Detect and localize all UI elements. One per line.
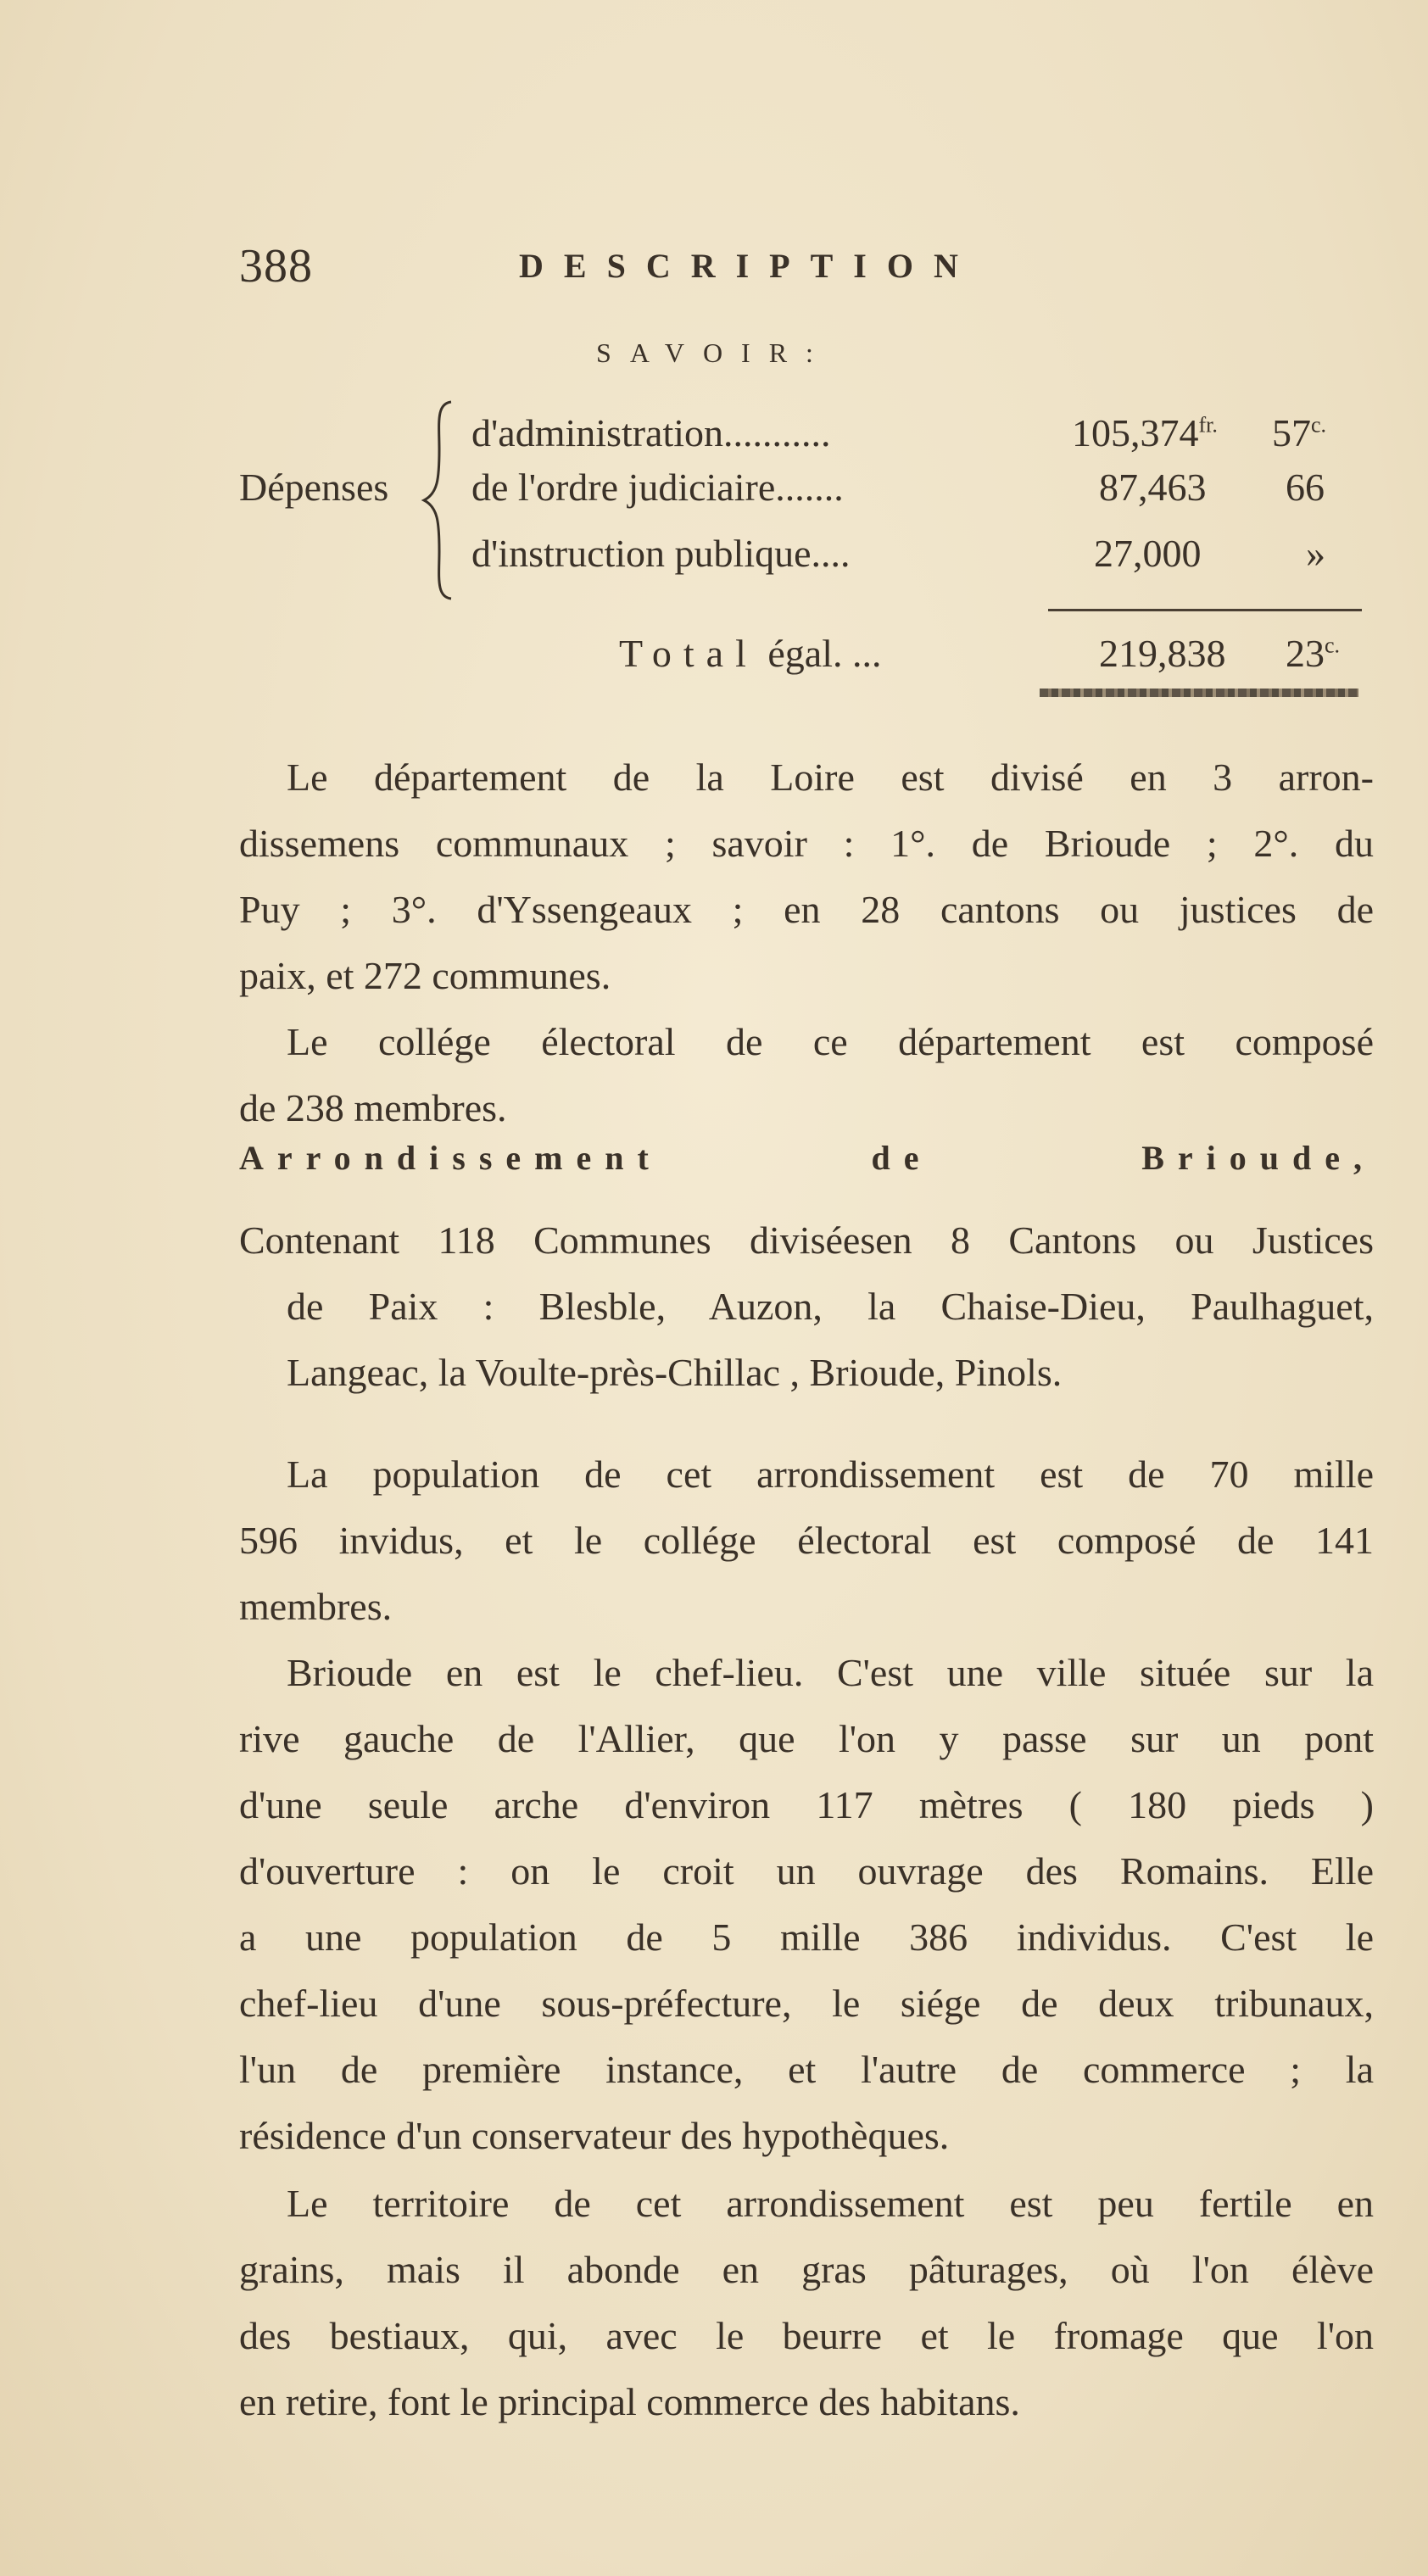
amount-unit: fr. (1198, 412, 1218, 438)
expense-amount: 87,463 (1099, 466, 1207, 509)
expense-cents: 66 (1286, 466, 1325, 509)
brace-icon (421, 399, 455, 602)
text-line: a une population de 5 mille 386 individus. C'est le (239, 1915, 1374, 1959)
text-line: de 238 membres. (239, 1086, 507, 1129)
text-line: Le collége électoral de ce département est composé (287, 1020, 1374, 1063)
expense-item-label: de l'ordre judiciaire....... (471, 466, 844, 509)
text-line: en retire, font le principal commerce des habitans. (239, 2380, 1020, 2423)
text-line: Le territoire de cet arrondissement est peu fertile en (287, 2182, 1374, 2225)
paragraph-divisions (239, 744, 1374, 1009)
text-line: Brioude en est le chef-lieu. C'est une ville située sur la (287, 1651, 1374, 1694)
text-line: Contenant 118 Communes diviséesen 8 Cantons ou Justices (239, 1218, 1374, 1262)
savoir-heading: SAVOIR: (596, 337, 832, 368)
text-line: des bestiaux, qui, avec le beurre et le fromage que l'on (239, 2314, 1374, 2357)
text-line: d'une seule arche d'environ 117 mètres ( 180 pieds ) (239, 1783, 1374, 1826)
section-heading: Arrondissement de Brioude, (239, 1139, 1375, 1177)
cents-unit: c. (1325, 633, 1341, 658)
text-line: Langeac, la Voulte-près-Chillac , Brioude, Pinols. (287, 1351, 1063, 1394)
sum-rule (1048, 609, 1362, 611)
text-line: résidence d'un conservateur des hypothèques. (239, 2114, 950, 2157)
cents-unit: c. (1311, 412, 1327, 438)
paragraph-territory (239, 2171, 1374, 2435)
text-line: membres. (239, 1585, 393, 1628)
text-line: Le département de la Loire est divisé en 3 arron- (287, 756, 1374, 799)
paragraph-cantons (239, 1207, 1374, 1406)
expenses-label: Dépenses (239, 466, 389, 509)
text-line: chef-lieu d'une sous-préfecture, le siége de deux tribunaux, (239, 1982, 1374, 2025)
expense-cents: » (1306, 532, 1325, 575)
expense-item-label: d'administration........... (471, 411, 831, 454)
total-rest: égal. ... (767, 632, 882, 675)
text-line: grains, mais il abonde en gras pâturages, où l'on élève (239, 2248, 1374, 2291)
paragraph-population (239, 1441, 1374, 1640)
paragraph-college (239, 1009, 1374, 1141)
total-label (619, 631, 882, 676)
expense-cents: $57^{c.}$ (1272, 411, 1327, 454)
text-line: de Paix : Blesble, Auzon, la Chaise-Dieu, Paulhaguet, (287, 1285, 1374, 1328)
expense-item-label: d'instruction publique.... (471, 532, 851, 575)
paragraph-brioude (239, 1640, 1374, 2169)
page-number: 388 (239, 240, 313, 293)
text-line: 596 invidus, et le collége électoral est composé de 141 (239, 1519, 1374, 1562)
total-word: Total (619, 632, 758, 675)
text-line: Puy ; 3°. d'Yssengeaux ; en 28 cantons ou justices de (239, 888, 1374, 931)
text-line: paix, et 272 communes. (239, 954, 611, 997)
running-head: DESCRIPTION (519, 247, 979, 285)
total-cents: $23^{c.}$ (1286, 632, 1341, 675)
text-line: dissemens communaux ; savoir : 1°. de Brioude ; 2°. du (239, 822, 1374, 865)
expense-amount: $105,374^{fr.}$ (1072, 411, 1218, 454)
text-line: rive gauche de l'Allier, que l'on y passe sur un pont (239, 1717, 1374, 1760)
text-line: d'ouverture : on le croit un ouvrage des Romains. Elle (239, 1849, 1374, 1893)
text-line: La population de cet arrondissement est de 70 mille (287, 1452, 1374, 1496)
decorative-rule (1040, 689, 1358, 697)
expense-amount: 27,000 (1094, 532, 1202, 575)
total-amount: 219,838 (1099, 632, 1226, 675)
text-line: l'un de première instance, et l'autre de commerce ; la (239, 2048, 1374, 2091)
